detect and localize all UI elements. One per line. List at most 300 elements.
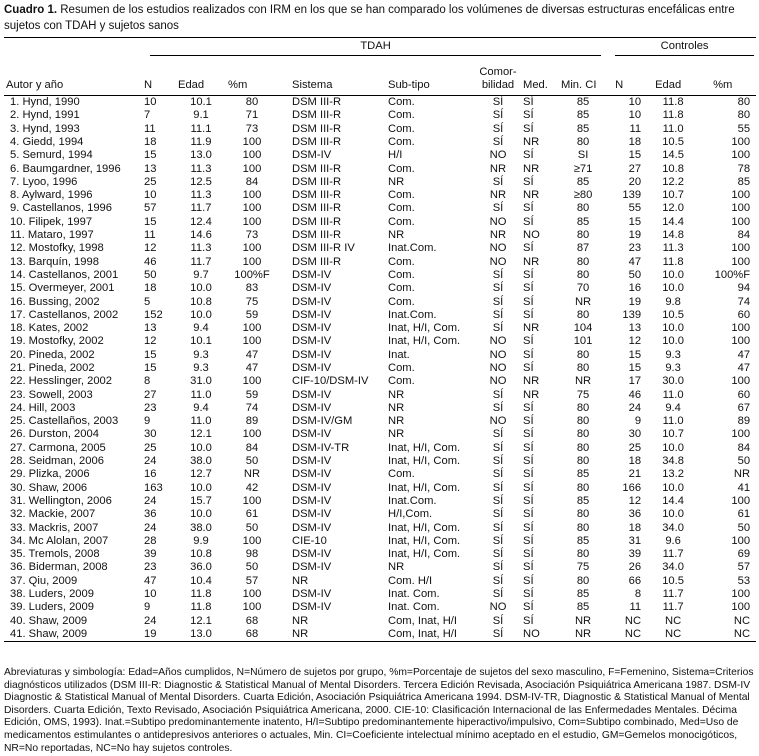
table-cell: 38.0 [190, 521, 212, 534]
table-row [4, 349, 756, 362]
table-cell: 80 [576, 521, 590, 534]
table-cell: 18 [144, 135, 157, 148]
table-cell: 12. Mostofky, 1998 [10, 242, 104, 255]
table-cell: 12 [144, 242, 157, 255]
table-cell: 16. Bussing, 2002 [10, 295, 100, 308]
table-cell: 85 [576, 588, 590, 601]
table-row [4, 522, 756, 535]
table-cell: 10.7 [662, 428, 684, 441]
table-cell: 80 [576, 268, 590, 281]
table-cell: 11.3 [190, 162, 212, 175]
table-cell: SÍ [523, 308, 534, 321]
table-cell: SÍ [492, 308, 504, 321]
table-cell: 7 [144, 109, 151, 122]
table-cell: 15 [144, 361, 157, 374]
table-cell: SÍ [523, 361, 534, 374]
table-cell: NR [278, 628, 378, 642]
table-cell: 23 [628, 242, 642, 255]
table-cell: 9 [144, 415, 151, 428]
table-cell: 100 [731, 335, 751, 348]
table-cell: 10 [144, 96, 157, 109]
table-cell: 57 [737, 561, 751, 574]
table-cell: 152 [144, 308, 163, 321]
table-cell: 47 [628, 255, 642, 268]
table-cell: 30. Shaw, 2006 [10, 481, 88, 494]
table-cell: DSM III-R [292, 135, 342, 148]
table-cell: 40. Shaw, 2009 [10, 614, 88, 627]
table-cell: NR [243, 468, 261, 481]
table-row [4, 162, 756, 175]
table-cell: SÍ [523, 335, 534, 348]
col-ctrl-pct-m: %m [699, 58, 756, 96]
table-cell: 11.8 [190, 588, 212, 601]
table-cell: 84 [737, 441, 751, 454]
table-cell: 85 [576, 175, 590, 188]
table-cell: 28 [144, 534, 157, 547]
table-cell: SÍ [492, 521, 504, 534]
table-row [4, 309, 756, 322]
table-cell: 80 [576, 255, 590, 268]
table-cell: 34.0 [662, 561, 684, 574]
table-cell: 10.0 [190, 508, 212, 521]
table-cell: 9.9 [193, 534, 209, 547]
table-cell: DSM-IV/GM [292, 415, 353, 428]
table-cell: 11 [144, 122, 156, 135]
table-row [4, 189, 756, 202]
table-row [4, 575, 756, 588]
table-cell: SÍ [523, 109, 534, 122]
table-cell: NC [607, 628, 647, 642]
table-cell: 47 [245, 361, 259, 374]
table-cell: 100 [242, 162, 262, 175]
table-cell: 36.0 [190, 561, 212, 574]
table-cell: SÍ [492, 614, 504, 627]
table-cell: 100 [242, 135, 262, 148]
table-row [4, 628, 756, 642]
table-cell: 100 [731, 215, 751, 228]
table-cell: 35. Tremols, 2008 [10, 548, 100, 561]
table-cell: SÍ [492, 428, 504, 441]
table-cell: NR [388, 175, 405, 188]
table-cell: SÍ [523, 215, 534, 228]
table-cell: 24 [628, 401, 642, 414]
table-cell: 11.0 [190, 388, 212, 401]
table-cell: 15 [628, 215, 642, 228]
table-cell: 100 [731, 202, 751, 215]
table-cell: NC [733, 614, 751, 627]
table-cell: DSM III-R [292, 109, 342, 122]
table-cell: 19 [142, 628, 176, 642]
table-cell: 10.0 [662, 335, 684, 348]
table-cell: 10.0 [662, 481, 684, 494]
table-cell: 41 [737, 481, 751, 494]
table-cell: 166 [622, 481, 642, 494]
table-cell: SÍ [492, 268, 504, 281]
table-cell: Inat, H/I, Com. [388, 521, 461, 534]
table-cell: 36 [144, 508, 157, 521]
table-cell: 9.1 [193, 109, 209, 122]
table-cell: 61 [737, 508, 751, 521]
table-row [4, 415, 756, 428]
table-body [4, 96, 756, 642]
table-cell: DSM-IV [292, 268, 332, 281]
table-cell: SÍ [523, 428, 534, 441]
table-cell: 10 [628, 109, 642, 122]
table-row [4, 442, 756, 455]
table-cell: 50 [737, 455, 751, 468]
table-cell: SÍ [475, 628, 521, 642]
table-cell: 80 [576, 428, 590, 441]
table-cell: 24 [144, 494, 157, 507]
table-cell: 50 [245, 561, 259, 574]
table-cell: Inat, H/I, Com. [388, 548, 461, 561]
table-cell: 15 [144, 215, 157, 228]
table-cell: 57 [144, 202, 157, 215]
table-cell: DSM-IV [292, 428, 332, 441]
table-cell: 83 [245, 282, 259, 295]
table-cell: SÍ [492, 109, 504, 122]
table-cell: NR [388, 229, 405, 242]
table-cell: 50 [737, 521, 751, 534]
col-autor: Autor y año [4, 58, 142, 96]
table-cell: DSM-IV [292, 468, 332, 481]
table-cell: SÍ [523, 588, 534, 601]
table-cell: 18 [628, 135, 642, 148]
table-cell: Inat. Com. [388, 588, 440, 601]
table-cell: 25 [628, 441, 642, 454]
table-cell: 8 [634, 588, 642, 601]
table-cell: 46 [144, 255, 157, 268]
table-cell: 80 [576, 348, 590, 361]
table-cell: Inat. [388, 348, 410, 361]
table-cell: SÍ [492, 322, 504, 335]
table-cell: 18. Kates, 2002 [10, 322, 89, 335]
table-row [4, 176, 756, 189]
table-cell: 53 [737, 574, 751, 587]
studies-table [4, 37, 756, 642]
table-cell: 9.4 [665, 401, 681, 414]
table-cell: SÍ [523, 441, 534, 454]
table-cell: 9.8 [665, 295, 681, 308]
table-cell: 8. Aylward, 1996 [10, 189, 93, 202]
table-cell: 27. Carmona, 2005 [10, 441, 106, 454]
table-cell: 100 [242, 534, 262, 547]
table-cell: 9 [634, 415, 642, 428]
table-cell: SÍ [523, 96, 534, 109]
table-cell: 47 [737, 348, 751, 361]
table-cell: 25 [144, 175, 157, 188]
table-cell: 23. Sowell, 2003 [10, 388, 93, 401]
table-cell: 12.2 [662, 175, 684, 188]
caption-label: Cuadro 1. [4, 4, 58, 16]
table-cell: 9.3 [665, 348, 681, 361]
col-min-ci: Min. CI [559, 58, 607, 96]
table-cell: 39 [144, 548, 157, 561]
table-cell: 15 [144, 149, 157, 162]
col-ctrl-edad: Edad [647, 58, 699, 96]
table-cell: DSM-IV [292, 508, 332, 521]
table-cell: Com. [388, 215, 415, 228]
table-cell: 20 [628, 175, 642, 188]
table-cell: SÍ [492, 135, 504, 148]
table-cell: SÍ [523, 521, 534, 534]
table-cell: NO [489, 361, 507, 374]
table-cell: 100%F [234, 268, 270, 281]
table-cell: 22. Hesslinger, 2002 [10, 375, 112, 388]
table-cell: 27 [628, 162, 642, 175]
table-cell: 10.0 [662, 282, 684, 295]
table-cell: DSM-IV [292, 494, 332, 507]
table-cell: 10.0 [190, 481, 212, 494]
table-row [4, 242, 756, 255]
table-cell: 24. Hill, 2003 [10, 401, 76, 414]
table-cell: 37. Qiu, 2009 [10, 574, 78, 587]
table-row [4, 96, 756, 110]
table-cell: 50 [245, 521, 259, 534]
table-cell: NR [574, 375, 592, 388]
table-cell: Com. [388, 162, 415, 175]
table-cell: 27 [144, 388, 157, 401]
table-cell: NC [647, 628, 699, 642]
table-cell: 74 [737, 295, 751, 308]
table-cell: NR [574, 295, 592, 308]
table-cell: 10.0 [190, 308, 212, 321]
table-cell: 78 [737, 162, 751, 175]
table-cell: DSM-IV [292, 335, 332, 348]
table-cell: 19. Mostofky, 2002 [10, 335, 104, 348]
table-cell: 55 [628, 202, 642, 215]
table-cell: 10.7 [662, 189, 684, 202]
table-row [4, 495, 756, 508]
table-cell: 34. Mc Alolan, 2007 [10, 534, 109, 547]
table-cell: 100 [731, 322, 751, 335]
table-cell: SÍ [492, 282, 504, 295]
table-cell: 80 [576, 135, 590, 148]
table-cell: Inat, H/I, Com. [388, 322, 461, 335]
table-cell: Com. [388, 282, 415, 295]
table-cell: 9.3 [665, 361, 681, 374]
table-cell: NO [489, 242, 507, 255]
table-cell: SÍ [523, 242, 534, 255]
table-row [4, 468, 756, 481]
table-cell: 100 [242, 375, 262, 388]
table-cell: SÍ [492, 122, 504, 135]
table-row [4, 402, 756, 415]
table-cell: NR [523, 135, 540, 148]
table-cell: SÍ [492, 481, 504, 494]
table-cell: 89 [245, 415, 259, 428]
table-cell: 12 [144, 335, 157, 348]
table-cell: 12.0 [662, 202, 684, 215]
table-cell: NR [388, 401, 405, 414]
table-cell: 10.0 [662, 268, 684, 281]
table-cell: 11.7 [662, 601, 684, 614]
table-cell: DSM-IV [292, 322, 332, 335]
table-cell: SÍ [492, 175, 504, 188]
table-cell: 15. Overmeyer, 2001 [10, 282, 115, 295]
table-cell: 139 [622, 189, 642, 202]
column-header-row [4, 58, 756, 96]
table-cell: 24 [144, 455, 157, 468]
table-cell: 25. Castellaños, 2003 [10, 415, 119, 428]
table-cell: NC [665, 614, 682, 627]
table-cell: SÍ [523, 494, 534, 507]
table-cell: 30 [144, 428, 157, 441]
table-cell: 8 [144, 375, 151, 388]
table-cell: Com. [388, 375, 415, 388]
table-cell: 11.3 [662, 242, 684, 255]
table-cell: 14.4 [662, 494, 684, 507]
table-cell: 10.0 [190, 282, 212, 295]
table-cell: DSM-IV [292, 561, 332, 574]
table-cell: 38. Luders, 2009 [10, 588, 94, 601]
table-cell: 85 [576, 468, 590, 481]
table-cell: SÍ [492, 548, 504, 561]
table-cell: 139 [622, 308, 642, 321]
table-cell: 50 [144, 268, 157, 281]
table-row [4, 295, 756, 308]
table-cell: Inat, H/I, Com. [388, 534, 461, 547]
table-cell: 24 [144, 521, 157, 534]
table-cell: 11 [629, 601, 642, 614]
table-cell: NO [489, 215, 507, 228]
table-cell: 12.4 [190, 215, 212, 228]
table-cell: DSM III-R [292, 215, 342, 228]
table-cell: 100 [242, 428, 262, 441]
table-cell: 12.1 [190, 428, 212, 441]
table-cell: 12.7 [190, 468, 212, 481]
table-cell: 100 [242, 494, 262, 507]
table-cell: 66 [628, 574, 642, 587]
table-cell: NR [523, 322, 540, 335]
table-cell: 10 [144, 189, 157, 202]
table-cell: 67 [737, 401, 751, 414]
table-cell: SÍ [492, 574, 504, 587]
table-cell: 60 [737, 388, 751, 401]
table-cell: 23 [144, 561, 157, 574]
table-cell: CIF-10/DSM-IV [292, 375, 369, 388]
table-cell: SÍ [492, 202, 504, 215]
table-cell: DSM-IV [292, 282, 332, 295]
table-cell: NO [489, 255, 507, 268]
table-caption [4, 2, 754, 34]
table-row [4, 229, 756, 242]
table-row [4, 202, 756, 215]
table-cell: 47 [737, 361, 751, 374]
table-cell: SÍ [523, 149, 534, 162]
table-cell: DSM-IV [292, 601, 332, 614]
table-cell: 80 [576, 361, 590, 374]
col-subtipo: Sub-tipo [378, 58, 475, 96]
table-cell: 100 [731, 534, 751, 547]
table-cell: SÍ [523, 295, 534, 308]
table-cell: 36 [628, 508, 642, 521]
table-cell: 9.6 [665, 534, 681, 547]
table-row [4, 482, 756, 495]
table-cell: 31.0 [190, 375, 212, 388]
table-cell: 12.1 [190, 614, 212, 627]
table-row [4, 335, 756, 348]
tdah-group-header: TDAH [150, 40, 601, 56]
table-cell: Com. [388, 109, 415, 122]
table-cell: 14. Castellanos, 2001 [10, 268, 119, 281]
table-cell: Com. [388, 122, 415, 135]
table-cell: 30.0 [662, 375, 684, 388]
table-row [4, 428, 756, 441]
table-cell: 85 [576, 96, 590, 109]
table-cell: 18 [628, 521, 642, 534]
table-cell: SÍ [523, 481, 534, 494]
table-cell: 10.5 [662, 574, 684, 587]
table-cell: 84 [245, 175, 259, 188]
table-cell: SÍ [523, 548, 534, 561]
table-cell: 80 [576, 202, 590, 215]
table-cell: SÍ [523, 601, 534, 614]
table-cell: SÍ [523, 401, 534, 414]
table-cell: Com. [388, 255, 415, 268]
table-cell: NR [733, 468, 751, 481]
table-cell: SÍ [492, 441, 504, 454]
table-cell: 85 [737, 175, 751, 188]
table-cell: 15 [628, 149, 642, 162]
table-cell: 11.1 [190, 122, 212, 135]
table-cell: ≥80 [573, 189, 593, 202]
table-cell: 73 [245, 229, 259, 242]
col-sistema: Sistema [278, 58, 378, 96]
table-cell: 80 [576, 308, 590, 321]
table-cell: SÍ [523, 175, 534, 188]
table-cell: 26 [628, 561, 642, 574]
table-cell: 31. Wellington, 2006 [10, 494, 112, 507]
table-cell: 84 [737, 229, 751, 242]
table-cell: 11 [144, 229, 156, 242]
table-cell: DSM III-R IV [292, 242, 355, 255]
table-cell: 68 [245, 614, 259, 627]
table-cell: 100 [242, 255, 262, 268]
table-cell: Inat. Com. [388, 601, 440, 614]
table-cell: 13.2 [662, 468, 684, 481]
table-cell: 13. Barquín, 1998 [10, 255, 99, 268]
table-cell: 10.0 [662, 441, 684, 454]
table-cell: 74 [245, 401, 259, 414]
table-cell: 75 [245, 295, 259, 308]
table-cell: 10.0 [662, 508, 684, 521]
table-cell: 59 [245, 308, 259, 321]
table-cell: DSM-IV [292, 455, 332, 468]
table-cell: 11.8 [662, 109, 684, 122]
table-cell: 16 [144, 468, 157, 481]
table-cell: NR [523, 375, 540, 388]
table-cell: 11.0 [662, 415, 684, 428]
table-cell: 5. Semurd, 1994 [10, 149, 93, 162]
table-cell: SÍ [492, 588, 504, 601]
table-cell: 11 [629, 122, 642, 135]
table-cell: SÍ [523, 455, 534, 468]
table-cell: 5 [144, 295, 151, 308]
table-cell: 80 [576, 455, 590, 468]
col-med: Med. [521, 58, 559, 96]
table-cell: 100 [731, 428, 751, 441]
table-cell: Com. [388, 268, 415, 281]
table-cell: 57 [245, 574, 259, 587]
table-cell: 59 [245, 388, 259, 401]
table-cell: DSM-IV [292, 388, 332, 401]
table-cell: 20. Pineda, 2002 [10, 348, 95, 361]
table-cell: SÍ [492, 494, 504, 507]
table-cell: SÍ [523, 534, 534, 547]
table-cell: 94 [737, 282, 751, 295]
table-cell: 85 [576, 122, 590, 135]
